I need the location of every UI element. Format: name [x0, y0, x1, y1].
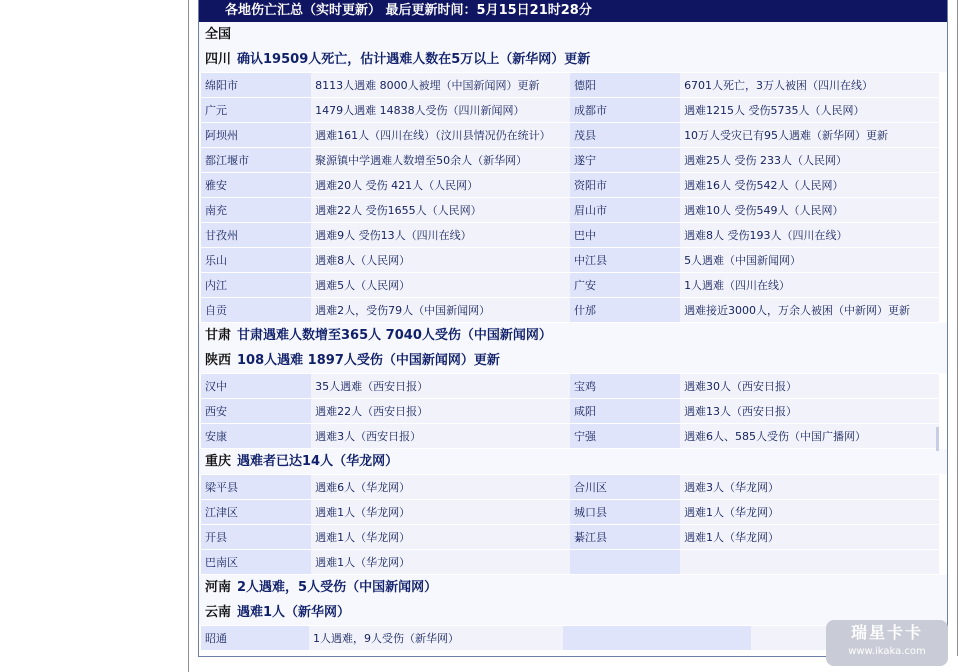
- table-row: [201, 298, 939, 322]
- region-name: 遂宁: [570, 148, 680, 172]
- casualty-detail-link[interactable]: 遇难22人 受伤1655人（人民网）: [311, 198, 570, 222]
- region-name: 成都市: [570, 98, 680, 122]
- logo-url: www.ikaka.com: [848, 646, 926, 657]
- region-name: 德阳: [570, 73, 680, 97]
- region-name: 梁平县: [201, 475, 311, 499]
- province-name: 四川: [205, 52, 232, 67]
- region-name: 眉山市: [570, 198, 680, 222]
- region-name: 昭通: [201, 626, 309, 650]
- province-name: 重庆: [205, 454, 232, 469]
- casualty-detail-link[interactable]: 遇难接近3000人，万余人被困（中新网）更新: [680, 298, 939, 322]
- casualty-detail-link[interactable]: 遇难5人（人民网）: [311, 273, 570, 297]
- logo-name: 瑞星卡卡: [850, 623, 923, 642]
- casualty-detail-link[interactable]: 遇难1人（华龙网）: [311, 525, 570, 549]
- section-heading[interactable]: [199, 348, 947, 373]
- province-name: 云南: [205, 605, 232, 620]
- casualty-detail-link[interactable]: 遇难6人（华龙网）: [311, 475, 570, 499]
- casualty-detail-link[interactable]: 遇难25人 受伤 233人（人民网）: [680, 148, 939, 172]
- section-title-link[interactable]: 108人遇难 1897人受伤（中国新闻网）更新: [237, 353, 500, 368]
- casualty-detail-link[interactable]: 遇难1人（华龙网）: [311, 500, 570, 524]
- region-name: 乐山: [201, 248, 311, 272]
- region-name: 绵阳市: [201, 73, 311, 97]
- casualty-summary-panel: [198, 0, 948, 657]
- casualty-detail-link[interactable]: 遇难30人（西安日报）: [680, 374, 939, 398]
- province-name: 陕西: [205, 353, 232, 368]
- province-name: 甘肃: [205, 328, 232, 343]
- table-row: [201, 399, 939, 423]
- empty-cell: [570, 550, 680, 574]
- casualty-detail-link[interactable]: 遇难9人 受伤13人（四川在线）: [311, 223, 570, 247]
- table-row: [201, 198, 939, 222]
- sections-container: [199, 47, 947, 651]
- region-name: 雅安: [201, 173, 311, 197]
- table-row: [201, 374, 939, 398]
- right-divider: [957, 0, 958, 656]
- table-row: [201, 223, 939, 247]
- ikaka-logo: [826, 620, 948, 666]
- region-name: 江津区: [201, 500, 311, 524]
- region-table: [201, 373, 939, 449]
- region-name: 都江堰市: [201, 148, 311, 172]
- casualty-detail-link[interactable]: 遇难3人（西安日报）: [311, 424, 570, 448]
- region-name: 西安: [201, 399, 311, 423]
- section-title-link[interactable]: 甘肃遇难人数增至365人 7040人受伤（中国新闻网）: [237, 328, 552, 343]
- casualty-detail-link[interactable]: 遇难2人，受伤79人（中国新闻网）: [311, 298, 570, 322]
- casualty-detail-link[interactable]: 遇难8人（人民网）: [311, 248, 570, 272]
- casualty-detail-link[interactable]: 1人遇难（四川在线）: [680, 273, 939, 297]
- casualty-detail-link[interactable]: 遇难13人（西安日报）: [680, 399, 939, 423]
- table-row: [201, 123, 939, 147]
- region-name: 阿坝州: [201, 123, 311, 147]
- casualty-detail-link[interactable]: 1479人遇难 14838人受伤（四川新闻网）: [311, 98, 570, 122]
- casualty-detail-link[interactable]: 聚源镇中学遇难人数增至50余人（新华网）: [311, 148, 570, 172]
- region-name: 咸阳: [570, 399, 680, 423]
- table-row: [201, 525, 939, 549]
- region-name: 自贡: [201, 298, 311, 322]
- region-name: 中江县: [570, 248, 680, 272]
- region-name: 南充: [201, 198, 311, 222]
- table-row: [201, 475, 939, 499]
- casualty-detail-link[interactable]: 遇难3人（华龙网）: [680, 475, 939, 499]
- region-name: 开县: [201, 525, 311, 549]
- region-name: 合川区: [570, 475, 680, 499]
- region-name: 资阳市: [570, 173, 680, 197]
- casualty-detail-link[interactable]: 6701人死亡，3万人被困（四川在线）: [680, 73, 939, 97]
- section-title-link[interactable]: 遇难者已达14人（华龙网）: [237, 454, 399, 469]
- table-row: [201, 73, 939, 97]
- province-name: 河南: [205, 580, 232, 595]
- region-table: [201, 474, 939, 575]
- region-table: [201, 72, 939, 323]
- region-name: 广元: [201, 98, 311, 122]
- region-name: 安康: [201, 424, 311, 448]
- region-name: 茂县: [570, 123, 680, 147]
- region-name: 汉中: [201, 374, 311, 398]
- casualty-detail-link[interactable]: 遇难6人、585人受伤（中国广播网）: [680, 424, 939, 448]
- section-heading[interactable]: [199, 575, 947, 600]
- region-name: 什邡: [570, 298, 680, 322]
- region-name: 甘孜州: [201, 223, 311, 247]
- casualty-detail-link[interactable]: 遇难1人（华龙网）: [680, 500, 939, 524]
- table-row: [201, 98, 939, 122]
- region-name: 广安: [570, 273, 680, 297]
- casualty-detail-link[interactable]: 8113人遇难 8000人被埋（中国新闻网）更新: [311, 73, 570, 97]
- table-row: [201, 248, 939, 272]
- region-name: 内江: [201, 273, 311, 297]
- casualty-detail-link[interactable]: 遇难10人 受伤549人（人民网）: [680, 198, 939, 222]
- casualty-detail-link[interactable]: 10万人受灾已有95人遇难（新华网）更新: [680, 123, 939, 147]
- table-row: [201, 550, 939, 574]
- casualty-detail-link[interactable]: 遇难16人 受伤542人（人民网）: [680, 173, 939, 197]
- section-heading[interactable]: [199, 47, 947, 72]
- table-row: [201, 173, 939, 197]
- region-name: 城口县: [570, 500, 680, 524]
- table-row: [201, 500, 939, 524]
- region-name: 巴南区: [201, 550, 311, 574]
- section-title-link[interactable]: 确认19509人死亡，估计遇难人数在5万以上（新华网）更新: [237, 52, 591, 67]
- section-heading[interactable]: [199, 323, 947, 348]
- casualty-detail-link[interactable]: 遇难22人（西安日报）: [311, 399, 570, 423]
- left-divider: [188, 0, 189, 672]
- casualty-detail-link[interactable]: 遇难20人 受伤 421人（人民网）: [311, 173, 570, 197]
- casualty-detail-link[interactable]: 5人遇难（中国新闻网）: [680, 248, 939, 272]
- scrollbar-thumb[interactable]: [936, 427, 939, 451]
- section-title-link[interactable]: 2人遇难，5人受伤（中国新闻网）: [237, 580, 438, 595]
- region-name: 綦江县: [570, 525, 680, 549]
- casualty-detail-link[interactable]: 35人遇难（西安日报）: [311, 374, 570, 398]
- table-row: [201, 273, 939, 297]
- casualty-detail-link[interactable]: 遇难161人（四川在线）（汶川县情况仍在统计）: [311, 123, 570, 147]
- empty-cell: [563, 626, 751, 650]
- casualty-detail-link[interactable]: 遇难1人（华龙网）: [311, 550, 570, 574]
- panel-header: 各地伤亡汇总（实时更新） 最后更新时间：5月15日21时28分: [199, 0, 947, 22]
- casualty-detail-link[interactable]: 1人遇难，9人受伤（新华网）: [309, 626, 563, 650]
- region-name: 巴中: [570, 223, 680, 247]
- region-name: 宁强: [570, 424, 680, 448]
- casualty-detail-link[interactable]: 遇难1人（华龙网）: [680, 525, 939, 549]
- empty-cell: [680, 550, 939, 574]
- section-heading[interactable]: [199, 449, 947, 474]
- table-row: [201, 424, 939, 448]
- section-title-link[interactable]: 遇难1人（新华网）: [237, 605, 351, 620]
- national-label: 全国: [199, 22, 947, 47]
- table-row: [201, 148, 939, 172]
- casualty-detail-link[interactable]: 遇难8人 受伤193人（四川在线）: [680, 223, 939, 247]
- casualty-detail-link[interactable]: 遇难1215人 受伤5735人（人民网）: [680, 98, 939, 122]
- region-name: 宝鸡: [570, 374, 680, 398]
